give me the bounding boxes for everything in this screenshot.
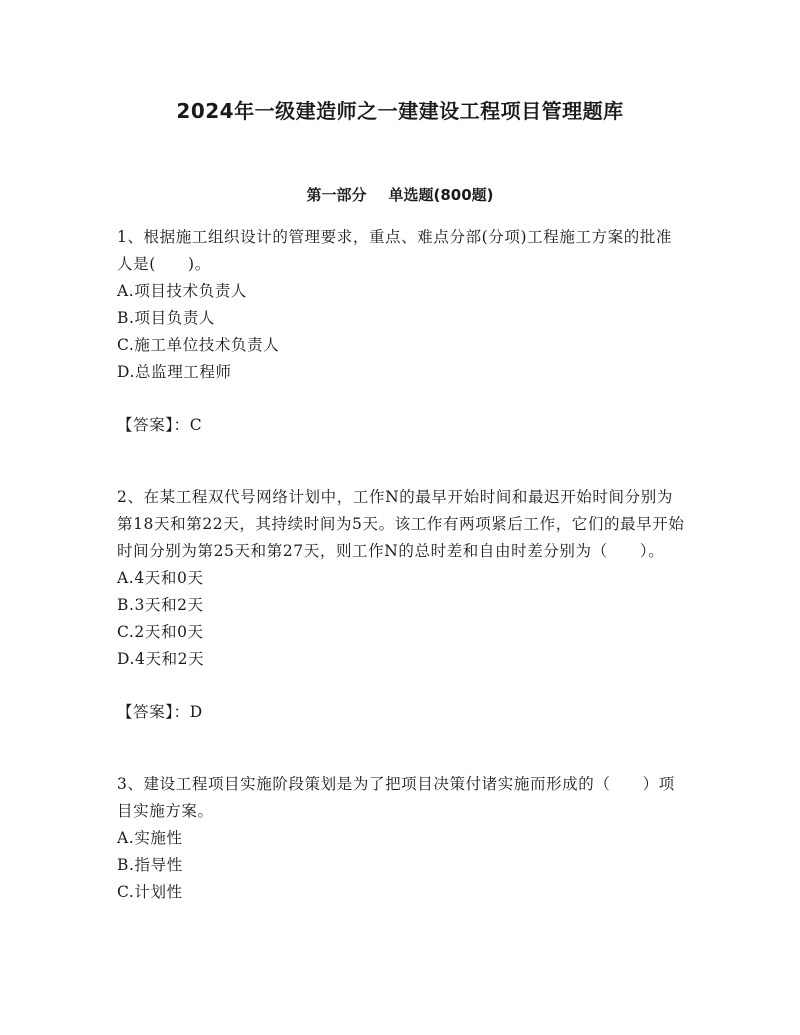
option-c: C.2天和0天 bbox=[117, 623, 204, 641]
option-b: B.项目负责人 bbox=[117, 309, 216, 327]
option-d: D.4天和2天 bbox=[117, 650, 205, 668]
question-1 bbox=[117, 224, 687, 439]
answer-text: 【答案】：D bbox=[117, 703, 203, 721]
question-2 bbox=[117, 484, 687, 726]
question-stem: 1、根据施工组织设计的管理要求，重点、难点分部(分项)工程施工方案的批准人是( )。 bbox=[117, 228, 673, 273]
question-list bbox=[117, 224, 687, 906]
answer-text: 【答案】：C bbox=[117, 416, 203, 434]
question-3 bbox=[117, 771, 687, 906]
question-stem: 3、建设工程项目实施阶段策划是为了把项目决策付诸实施而形成的（ ）项目实施方案。 bbox=[117, 775, 675, 820]
option-b: B.指导性 bbox=[117, 856, 183, 874]
option-b: B.3天和2天 bbox=[117, 596, 204, 614]
option-a: A.项目技术负责人 bbox=[117, 282, 248, 300]
section-name: 单选题(800题) bbox=[388, 186, 494, 204]
option-d: D.总监理工程师 bbox=[117, 363, 232, 381]
question-stem: 2、在某工程双代号网络计划中，工作N的最早开始时间和最迟开始时间分别为第18天和第22天，其持续时间为5天。该工作有两项紧后工作，它们的最早开始时间分别为第25天和第27天，则工作N的总时差和自由时差分别为（ ）。 bbox=[117, 488, 685, 560]
option-c: C.计划性 bbox=[117, 883, 183, 901]
option-c: C.施工单位技术负责人 bbox=[117, 336, 280, 354]
section-part: 第一部分 bbox=[306, 186, 367, 204]
option-a: A.4天和0天 bbox=[117, 569, 204, 587]
option-a: A.实施性 bbox=[117, 829, 183, 847]
page-title: 2024年一级建造师之一建建设工程项目管理题库 bbox=[176, 99, 624, 123]
section-heading bbox=[0, 184, 800, 205]
